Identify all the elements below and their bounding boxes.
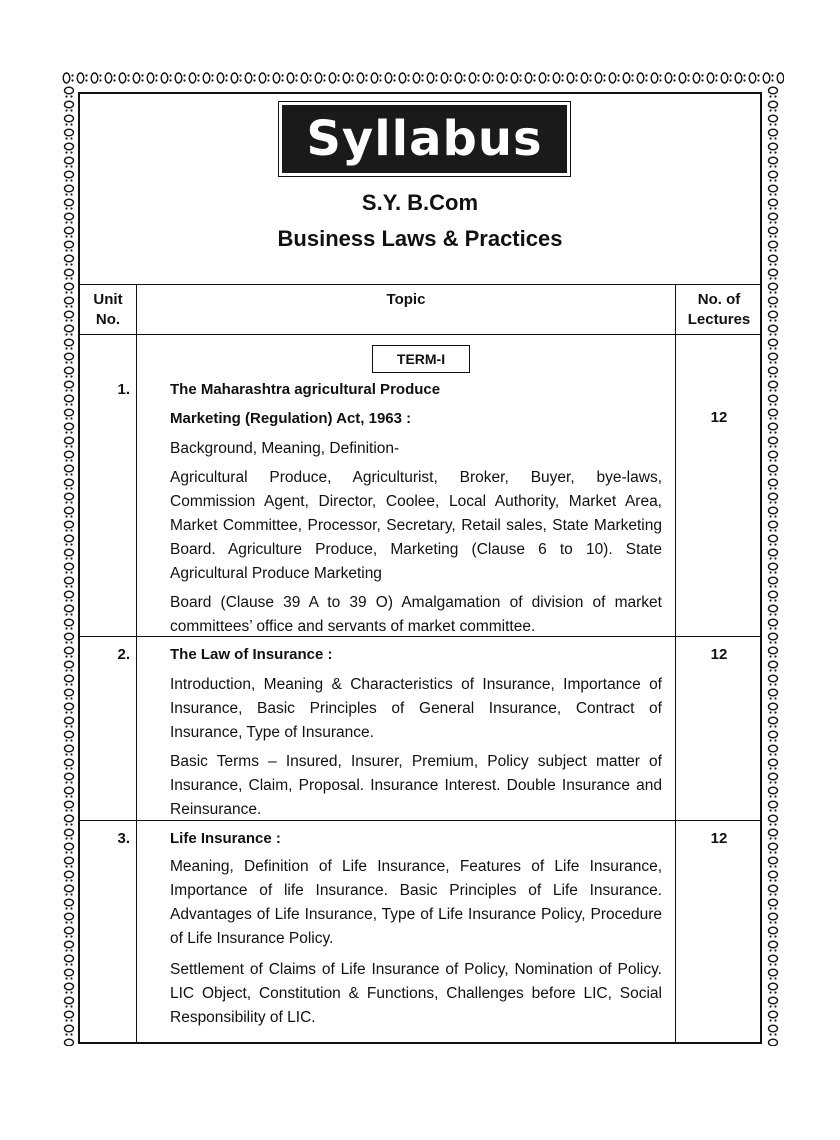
decorative-border-top xyxy=(62,70,784,86)
unit-heading: The Maharashtra agricultural Produce xyxy=(170,381,441,398)
unit-paragraph: Agricultural Produce, Agriculturist, Broker, Buyer, bye-laws, Commission Agent, Director, Coolee, Local Authority, Market Area, Market Committee, Processor, Secretary, Retail sales, State Marketing Board. Agriculture Produce, Marketing (Clause 6 to 10). State Agricultural Produce Marketing xyxy=(170,469,662,582)
table-top-rule xyxy=(80,284,760,285)
lecture-count: 12 xyxy=(710,646,728,663)
unit-paragraph: Background, Meaning, Definition- xyxy=(170,440,400,457)
column-divider xyxy=(136,285,137,1042)
column-divider xyxy=(675,285,676,1042)
unit-number: 2. xyxy=(117,646,130,663)
unit-heading: Life Insurance : xyxy=(170,830,281,847)
unit-heading: The Law of Insurance : xyxy=(170,646,333,663)
header-unit-no: Unit No. xyxy=(93,291,123,328)
lecture-count: 12 xyxy=(710,409,728,426)
title-box xyxy=(278,101,571,177)
unit-paragraph: Basic Terms – Insured, Insurer, Premium, Policy subject matter of Insurance, Claim, Proposal. Insurance Interest. Double Insurance and Reinsurance. xyxy=(170,753,662,818)
course-name: S.Y. B.Com xyxy=(361,190,479,215)
header-lectures: No. of Lectures xyxy=(687,291,751,328)
unit-paragraph: Meaning, Definition of Life Insurance, Features of Life Insurance, Importance of life Insurance. Basic Principles of Life Insurance. Advantages of Life Insurance, Type of Life Insurance Policy, Procedure of Life Insurance Policy. xyxy=(170,858,662,947)
unit-paragraph: Settlement of Claims of Life Insurance of Policy, Nomination of Policy. LIC Object, Constitution & Functions, Challenges before LIC, Social Responsibility of LIC. xyxy=(170,961,662,1026)
page-title: Syllabus xyxy=(282,105,567,173)
unit-paragraph: Board (Clause 39 A to 39 O) Amalgamation of division of market committees’ office and servants of market committee. xyxy=(170,594,662,635)
decorative-border-left xyxy=(62,86,76,1046)
unit-heading: Marketing (Regulation) Act, 1963 : xyxy=(170,410,412,427)
unit-number: 3. xyxy=(117,830,130,847)
subject-name: Business Laws & Practices xyxy=(277,226,563,251)
header-topic: Topic xyxy=(386,291,426,308)
header-bottom-rule xyxy=(80,334,760,335)
unit-paragraph: Introduction, Meaning & Characteristics of Insurance, Importance of Insurance, Basic Principles of General Insurance, Contract of Insurance, Type of Insurance. xyxy=(170,676,662,741)
term-label: TERM-I xyxy=(372,345,470,373)
decorative-border-right xyxy=(766,86,780,1046)
lecture-count: 12 xyxy=(710,830,728,847)
unit-number: 1. xyxy=(117,381,130,398)
